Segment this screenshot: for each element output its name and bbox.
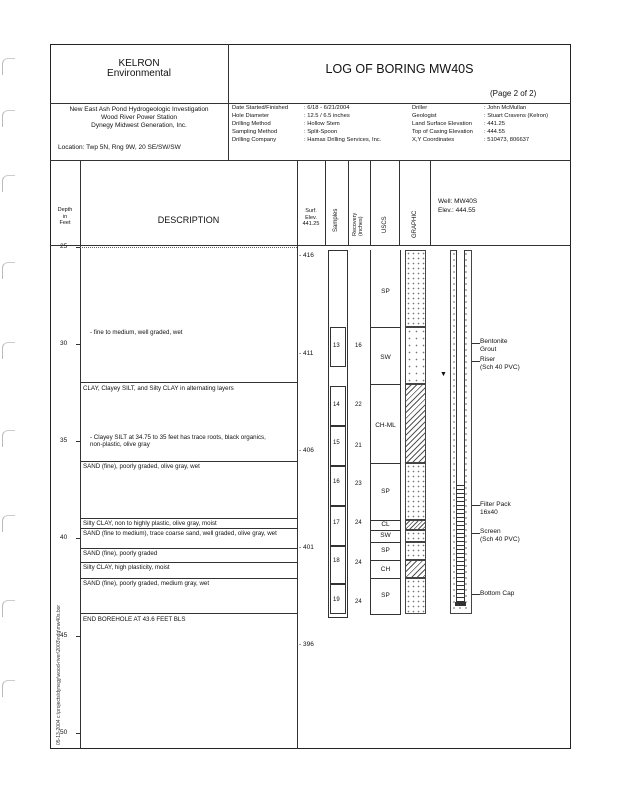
- riser-label: Riser: [480, 356, 496, 363]
- graphic-clay: [405, 384, 426, 463]
- log-title: LOG OF BORING MW40S: [325, 62, 474, 76]
- bentonite-label: Bentonite: [480, 338, 508, 345]
- recovery-value: 21: [355, 443, 362, 449]
- recovery-value: 24: [355, 599, 362, 605]
- depth-tick: 50: [60, 729, 68, 736]
- graphic-sand: [405, 327, 426, 384]
- uscs-code: SW: [380, 532, 391, 539]
- screen-spec: (Sch 40 PVC): [480, 536, 520, 543]
- filter-pack-label: Filter Pack: [480, 501, 511, 508]
- sample-box: [330, 546, 346, 584]
- description-header: DESCRIPTION: [157, 215, 220, 225]
- sample-number: 13: [333, 343, 340, 349]
- bottom-cap-label: Bottom Cap: [480, 590, 515, 597]
- well-header: Well: MW40S: [438, 198, 478, 205]
- sample-box: [330, 466, 346, 506]
- elevation-value: - 416: [299, 252, 314, 259]
- punch-hole: [2, 58, 15, 75]
- recovery-value: 24: [355, 520, 362, 526]
- project-line-2: Wood River Power Station: [100, 114, 178, 121]
- punch-hole: [2, 600, 15, 617]
- bottom-cap: [455, 602, 466, 606]
- description-text: Silty CLAY, high plasticity, moist: [83, 564, 170, 571]
- sample-number: 15: [333, 440, 340, 446]
- depth-tick: 40: [60, 534, 68, 541]
- description-text: SAND (fine), poorly graded, olive gray, wet: [83, 463, 200, 470]
- riser-spec: (Sch 40 PVC): [480, 364, 520, 371]
- elevation-value: - 406: [299, 447, 314, 454]
- recovery-header: Recovery (inches): [352, 212, 364, 236]
- project-line-1: New East Ash Pond Hydrogeologic Investigation: [69, 106, 209, 113]
- depth-tick: 25: [60, 243, 68, 250]
- uscs-code: SW: [380, 354, 391, 361]
- depth-header: Depth in Feet: [57, 207, 73, 226]
- page-label: (Page 2 of 2): [490, 89, 537, 98]
- company-subtitle: Environmental: [107, 68, 171, 79]
- recovery-value: 16: [355, 343, 362, 349]
- graphic-header: GRAPHIC: [412, 210, 418, 238]
- elevation-header: Surf. Elev. 441.25: [302, 208, 320, 227]
- graphic-sand: [405, 542, 426, 560]
- uscs-header: USCS: [382, 216, 388, 233]
- uscs-code: SP: [381, 547, 390, 554]
- description-text: Silty CLAY, non to highly plastic, olive gray, moist: [83, 520, 217, 527]
- punch-hole: [2, 175, 15, 192]
- description-text: SAND (fine to medium), trace coarse sand, well graded, olive gray, wet: [83, 530, 277, 537]
- description-text: END BOREHOLE AT 43.6 FEET BLS: [83, 616, 186, 623]
- uscs-code: CH: [380, 566, 391, 573]
- sample-number: 19: [333, 597, 340, 603]
- company-name: KELRON: [118, 58, 160, 69]
- side-stamp: 05-13-2004 c:\projects\dynegy\wood-river\2003\ndg\mw40s.bor: [56, 604, 62, 745]
- graphic-clay: [405, 560, 426, 578]
- sample-number: 17: [333, 520, 340, 526]
- uscs-code: CL: [381, 521, 390, 528]
- uscs-code: SP: [381, 488, 390, 495]
- recovery-value: 22: [355, 402, 362, 408]
- well-elevation: Elev.: 444.55: [438, 207, 476, 214]
- samples-header: Samples: [333, 208, 339, 232]
- project-location: Location: Twp 5N, Rng 9W, 20 SE/SW/SW: [58, 144, 181, 151]
- uscs-code: SP: [381, 288, 390, 295]
- description-text: SAND (fine), poorly graded: [83, 550, 158, 557]
- punch-hole: [2, 342, 15, 359]
- punch-hole: [2, 515, 15, 532]
- depth-tick: 45: [60, 632, 68, 639]
- depth-tick: 35: [60, 437, 68, 444]
- recovery-value: 23: [355, 481, 362, 487]
- sample-number: 16: [333, 479, 340, 485]
- description-text: - Clayey SILT at 34.75 to 35 feet has trace roots, black organics, non-plastic, olive gray: [90, 434, 266, 449]
- punch-hole: [2, 110, 15, 127]
- description-text: CLAY, Clayey SILT, and Silty CLAY in alternating layers: [83, 385, 234, 392]
- graphic-sand: [405, 463, 426, 520]
- punch-hole: [2, 262, 15, 279]
- sample-number: 14: [333, 402, 340, 408]
- depth-tick: 30: [60, 340, 68, 347]
- water-level-marker-icon: ▼: [440, 371, 447, 378]
- punch-hole: [2, 680, 15, 697]
- description-text: SAND (fine), poorly graded, medium gray, wet: [83, 580, 210, 587]
- grout-label: Grout: [480, 346, 497, 353]
- elevation-value: - 401: [299, 544, 314, 551]
- uscs-code: SP: [381, 592, 390, 599]
- project-line-3: Dynegy Midwest Generation, Inc.: [91, 122, 187, 129]
- well-screen: [456, 482, 465, 602]
- sample-number: 18: [333, 558, 340, 564]
- elevation-value: - 396: [299, 641, 314, 648]
- well-riser: [456, 250, 465, 482]
- description-text: - fine to medium, well graded, wet: [90, 329, 183, 336]
- uscs-code: CH-ML: [375, 422, 396, 429]
- filter-pack-spec: 16x40: [480, 509, 498, 516]
- recovery-value: 24: [355, 560, 362, 566]
- graphic-sand: [405, 530, 426, 542]
- punch-hole: [2, 430, 15, 447]
- screen-label: Screen: [480, 528, 501, 535]
- graphic-clay: [405, 520, 426, 530]
- graphic-sand: [405, 250, 426, 327]
- graphic-sand: [405, 578, 426, 614]
- elevation-value: - 411: [299, 350, 314, 357]
